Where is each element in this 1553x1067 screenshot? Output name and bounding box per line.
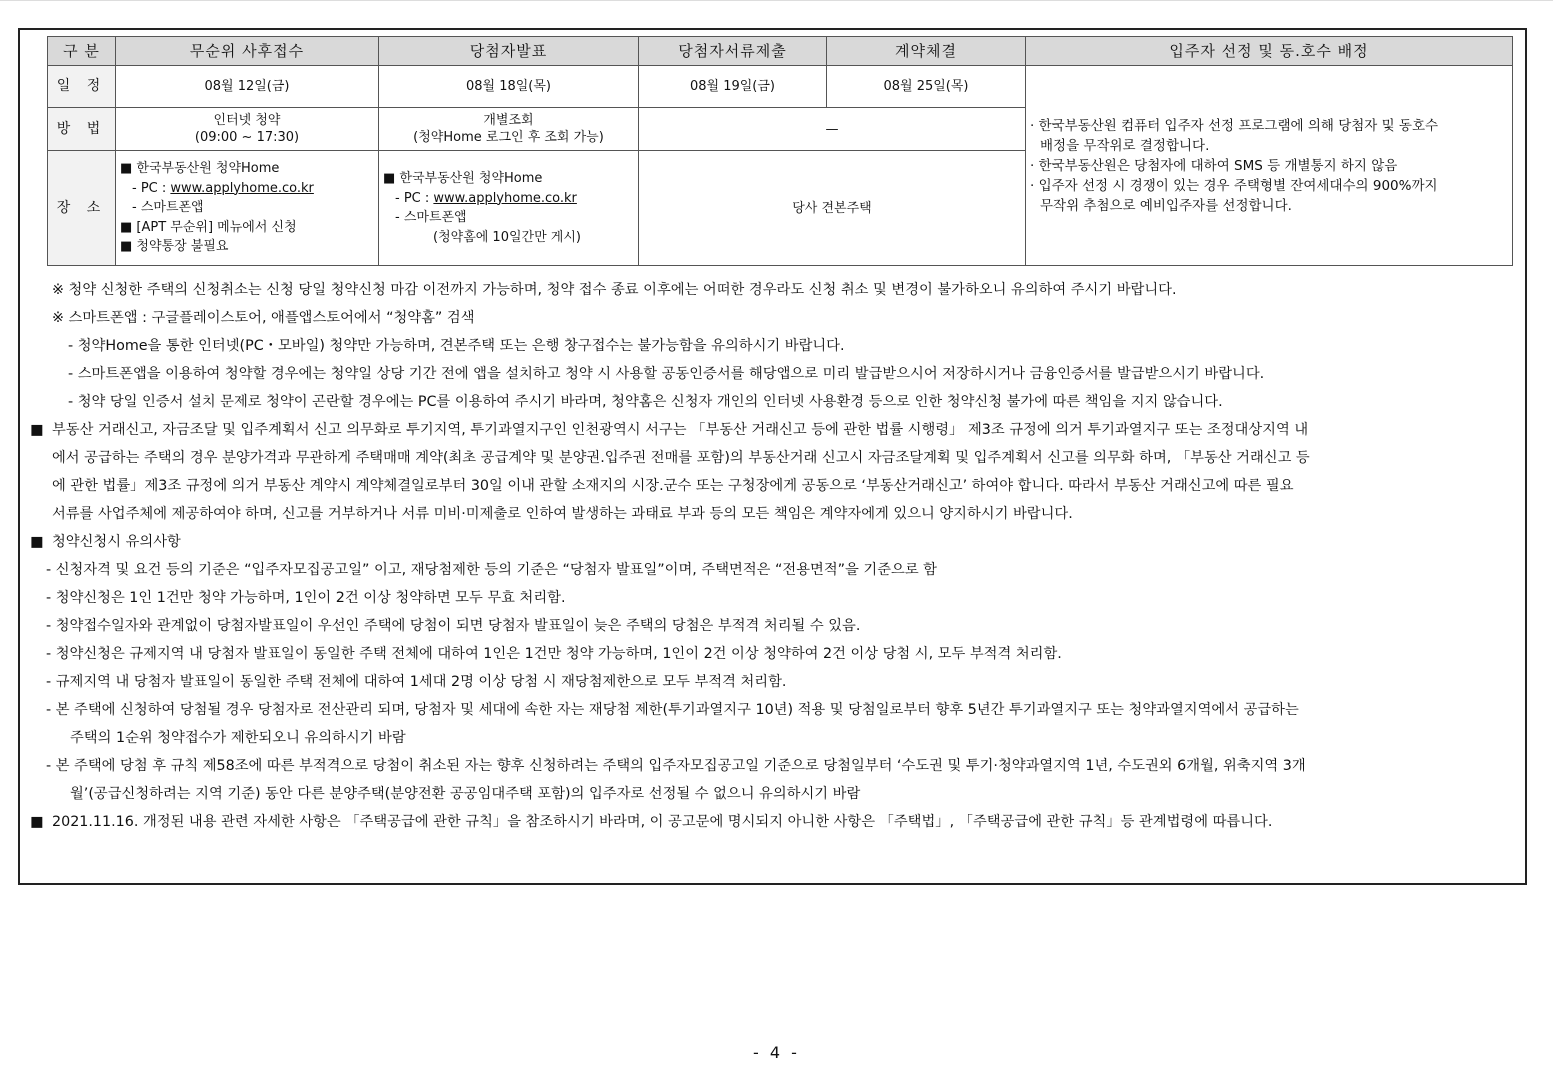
date-contract: 08월 25일(목) <box>827 66 1026 108</box>
caution-item: - 규제지역 내 당첨자 발표일이 동일한 주택 전체에 대하여 1세대 2명 이상 당첨 시 재당첨제한으로 모두 부적격 처리함. <box>46 674 787 690</box>
caution-item: - 본 주택에 당첨 후 규칙 제58조에 따른 부적격으로 당첨이 취소된 자는 향후 신청하려는 주택의 입주자모집공고일 기준으로 당첨일부터 ‘수도권 및 투기·청약과열지역 1년, 수도권외 6개월, 위축지역 3개 <box>46 758 1306 774</box>
caution-item: - 청약접수일자와 관계없이 당첨자발표일이 우선인 주택에 당첨이 되면 당첨자 발표일이 늦은 주택의 당첨은 부적격 처리될 수 있음. <box>46 618 861 634</box>
selection-cell <box>1026 66 1513 266</box>
realestate-para-line: 에 관한 법률」제3조 규정에 의거 부동산 계약시 계약체결일로부터 30일 이내 관할 소재지의 시장.군수 또는 구청장에게 공동으로 ‘부동산거래신고’ 하여야 합니다. 따라서 부동산 거래신고에 따른 필요 <box>52 478 1294 494</box>
pc-label: - PC : <box>132 180 171 196</box>
place-apply <box>116 151 379 266</box>
selection-line: 무작위 추첨으로 예비입주자를 선정합니다. <box>1040 197 1292 214</box>
note-install-app: - 스마트폰앱을 이용하여 청약할 경우에는 청약일 상당 기간 전에 앱을 설치하고 청약 시 사용할 공동인증서를 해당앱으로 미리 발급받으시어 저장하시거나 금융인증서를 발급받으시기 바랍니다. <box>68 366 1265 382</box>
note-cancel: ※ 청약 신청한 주택의 신청취소는 신청 당일 청약신청 마감 이전까지 가능하며, 청약 접수 종료 이후에는 어떠한 경우라도 신청 취소 및 변경이 불가하오니 유의하여 주시기 바랍니다. <box>52 282 1177 298</box>
applyhome-link[interactable]: www.applyhome.co.kr <box>433 190 577 206</box>
realestate-para-line <box>30 416 1520 444</box>
caution-item-cont: 월’(공급신청하려는 지역 기준) 동안 다른 분양주택(분양전환 공공임대주택 포함)의 입주자로 선정될 수 없으니 유의하시기 바람 <box>70 786 861 802</box>
note-cert-issue: - 청약 당일 인증서 설치 문제로 청약이 곤란할 경우에는 PC를 이용하여 주시기 바라며, 청약홈은 신청자 개인의 인터넷 사용환경 등으로 인한 청약신청 불가에 따른 책임을 지지 않습니다. <box>68 394 1223 410</box>
final-note <box>30 808 1520 836</box>
square-bullet-icon: ■ <box>30 814 44 830</box>
caution-item: - 청약신청은 규제지역 내 당첨자 발표일이 동일한 주택 전체에 대하여 1인은 1건만 청약 가능하며, 1인이 2건 이상 청약하여 2건 이상 당첨 시, 모두 부적격 처리함. <box>46 646 1062 662</box>
row-label-date: 일 정 <box>48 66 116 108</box>
realestate-text: 부동산 거래신고, 자금조달 및 입주계획서 신고 의무화로 투기지역, 투기과열지구인 인천광역시 서구는 「부동산 거래신고 등에 관한 법률 시행령」 제3조 규정에 의거 투기과열지구 또는 조정대상지역 내 <box>52 422 1309 438</box>
row-label-place: 장 소 <box>48 151 116 266</box>
header-contract: 계약체결 <box>827 37 1026 66</box>
selection-line: 배정을 무작위로 결정합니다. <box>1040 137 1210 154</box>
page-number: - 4 - <box>753 1043 800 1062</box>
header-announce: 당첨자발표 <box>379 37 639 66</box>
place-announce <box>379 151 639 266</box>
place-announce-app: - 스마트폰앱 <box>395 210 467 225</box>
place-apply-app: - 스마트폰앱 <box>132 200 204 216</box>
top-divider <box>0 0 1553 1</box>
table-header-row <box>48 37 1513 66</box>
realestate-para-line: 에서 공급하는 주택의 경우 분양가격과 무관하게 주택매매 계약(최초 공급계약 및 분양권.입주권 전매를 포함)의 부동산거래 신고시 자금조달계획 및 입주계획서 신고를 의무화 하며, 「부동산 거래신고 등 <box>52 450 1310 466</box>
caution-item: - 본 주택에 신청하여 당첨될 경우 당첨자로 전산관리 되며, 당첨자 및 세대에 속한 자는 재당첨 제한(투기과열지구 10년) 적용 및 당첨일로부터 향후 5년간 투기과열지구 또는 청약과열지역에서 공급하는 <box>46 702 1299 718</box>
method-apply-line: 인터넷 청약 <box>213 113 281 128</box>
table-row-date <box>48 66 1513 108</box>
caution-title: 청약신청시 유의사항 <box>52 534 181 550</box>
applyhome-link[interactable]: www.applyhome.co.kr <box>170 180 314 196</box>
row-label-method: 방 법 <box>48 108 116 151</box>
date-docs: 08월 19일(금) <box>639 66 827 108</box>
place-apply-menu: ■ [APT 무순위] 메뉴에서 신청 <box>120 219 297 235</box>
notice-frame <box>18 28 1527 885</box>
date-apply: 08월 12일(금) <box>116 66 379 108</box>
method-apply <box>116 108 379 151</box>
notes-section <box>30 276 1520 836</box>
caution-item: - 청약신청은 1인 1건만 청약 가능하며, 1인이 2건 이상 청약하면 모두 무효 처리함. <box>46 590 566 606</box>
selection-line: · 한국부동산원은 당첨자에 대하여 SMS 등 개별통지 하지 않음 <box>1030 157 1398 174</box>
method-apply-hours: (09:00 ~ 17:30) <box>194 130 300 145</box>
final-note-text: 2021.11.16. 개정된 내용 관련 자세한 사항은 「주택공급에 관한 규칙」을 참조하시기 바라며, 이 공고문에 명시되지 아니한 사항은 「주택법」, 「주택공급에 관한 규칙」등 관계법령에 따릅니다. <box>52 814 1273 830</box>
square-bullet-icon: ■ <box>30 534 44 550</box>
header-category: 구 분 <box>48 37 116 66</box>
pc-label: - PC : <box>395 190 434 206</box>
header-docs: 당첨자서류제출 <box>639 37 827 66</box>
place-announce-pc <box>383 189 634 209</box>
caution-heading <box>30 528 1520 556</box>
note-internet-only: - 청약Home을 통한 인터넷(PC・모바일) 청약만 가능하며, 견본주택 또는 은행 창구접수는 불가능함을 유의하시기 바랍니다. <box>68 338 845 354</box>
method-announce <box>379 108 639 151</box>
square-bullet-icon: ■ <box>30 422 44 438</box>
place-announce-bullet: ■ 한국부동산원 청약Home <box>383 171 543 186</box>
place-apply-nobankbook: ■ 청약통장 불필요 <box>120 239 229 255</box>
realestate-para-line: 서류를 사업주체에 제공하여야 하며, 신고를 거부하거나 서류 미비·미제출로 인하여 발생하는 과태료 부과 등의 모든 책임은 계약자에게 있으니 양지하시기 바랍니다. <box>52 506 1073 522</box>
method-announce-line: 개별조회 <box>483 113 534 128</box>
method-announce-note: (청약Home 로그인 후 조회 가능) <box>413 130 604 145</box>
caution-item: - 신청자격 및 요건 등의 기준은 “입주자모집공고일” 이고, 재당첨제한 등의 기준은 “당첨자 발표일”이며, 주택면적은 “전용면적”을 기준으로 함 <box>46 562 937 578</box>
place-announce-note: (청약홈에 10일간만 게시) <box>433 229 581 245</box>
header-selection: 입주자 선정 및 동.호수 배정 <box>1026 37 1513 66</box>
selection-line: · 한국부동산원 컴퓨터 입주자 선정 프로그램에 의해 당첨자 및 동호수 <box>1030 117 1439 134</box>
selection-line: · 입주자 선정 시 경쟁이 있는 경우 주택형별 잔여세대수의 900%까지 <box>1030 177 1438 194</box>
note-app-search: ※ 스마트폰앱 : 구글플레이스토어, 애플앱스토어에서 “청약홈” 검색 <box>52 310 475 326</box>
schedule-table <box>47 36 1513 266</box>
header-late-apply: 무순위 사후접수 <box>116 37 379 66</box>
place-apply-bullet: ■ 한국부동산원 청약Home <box>120 161 280 177</box>
place-docs-contract: 당사 견본주택 <box>639 151 1026 266</box>
caution-item-cont: 주택의 1순위 청약접수가 제한되오니 유의하시기 바람 <box>70 730 406 746</box>
place-apply-pc <box>120 179 374 199</box>
date-announce: 08월 18일(목) <box>379 66 639 108</box>
method-docs-contract: — <box>639 108 1026 151</box>
